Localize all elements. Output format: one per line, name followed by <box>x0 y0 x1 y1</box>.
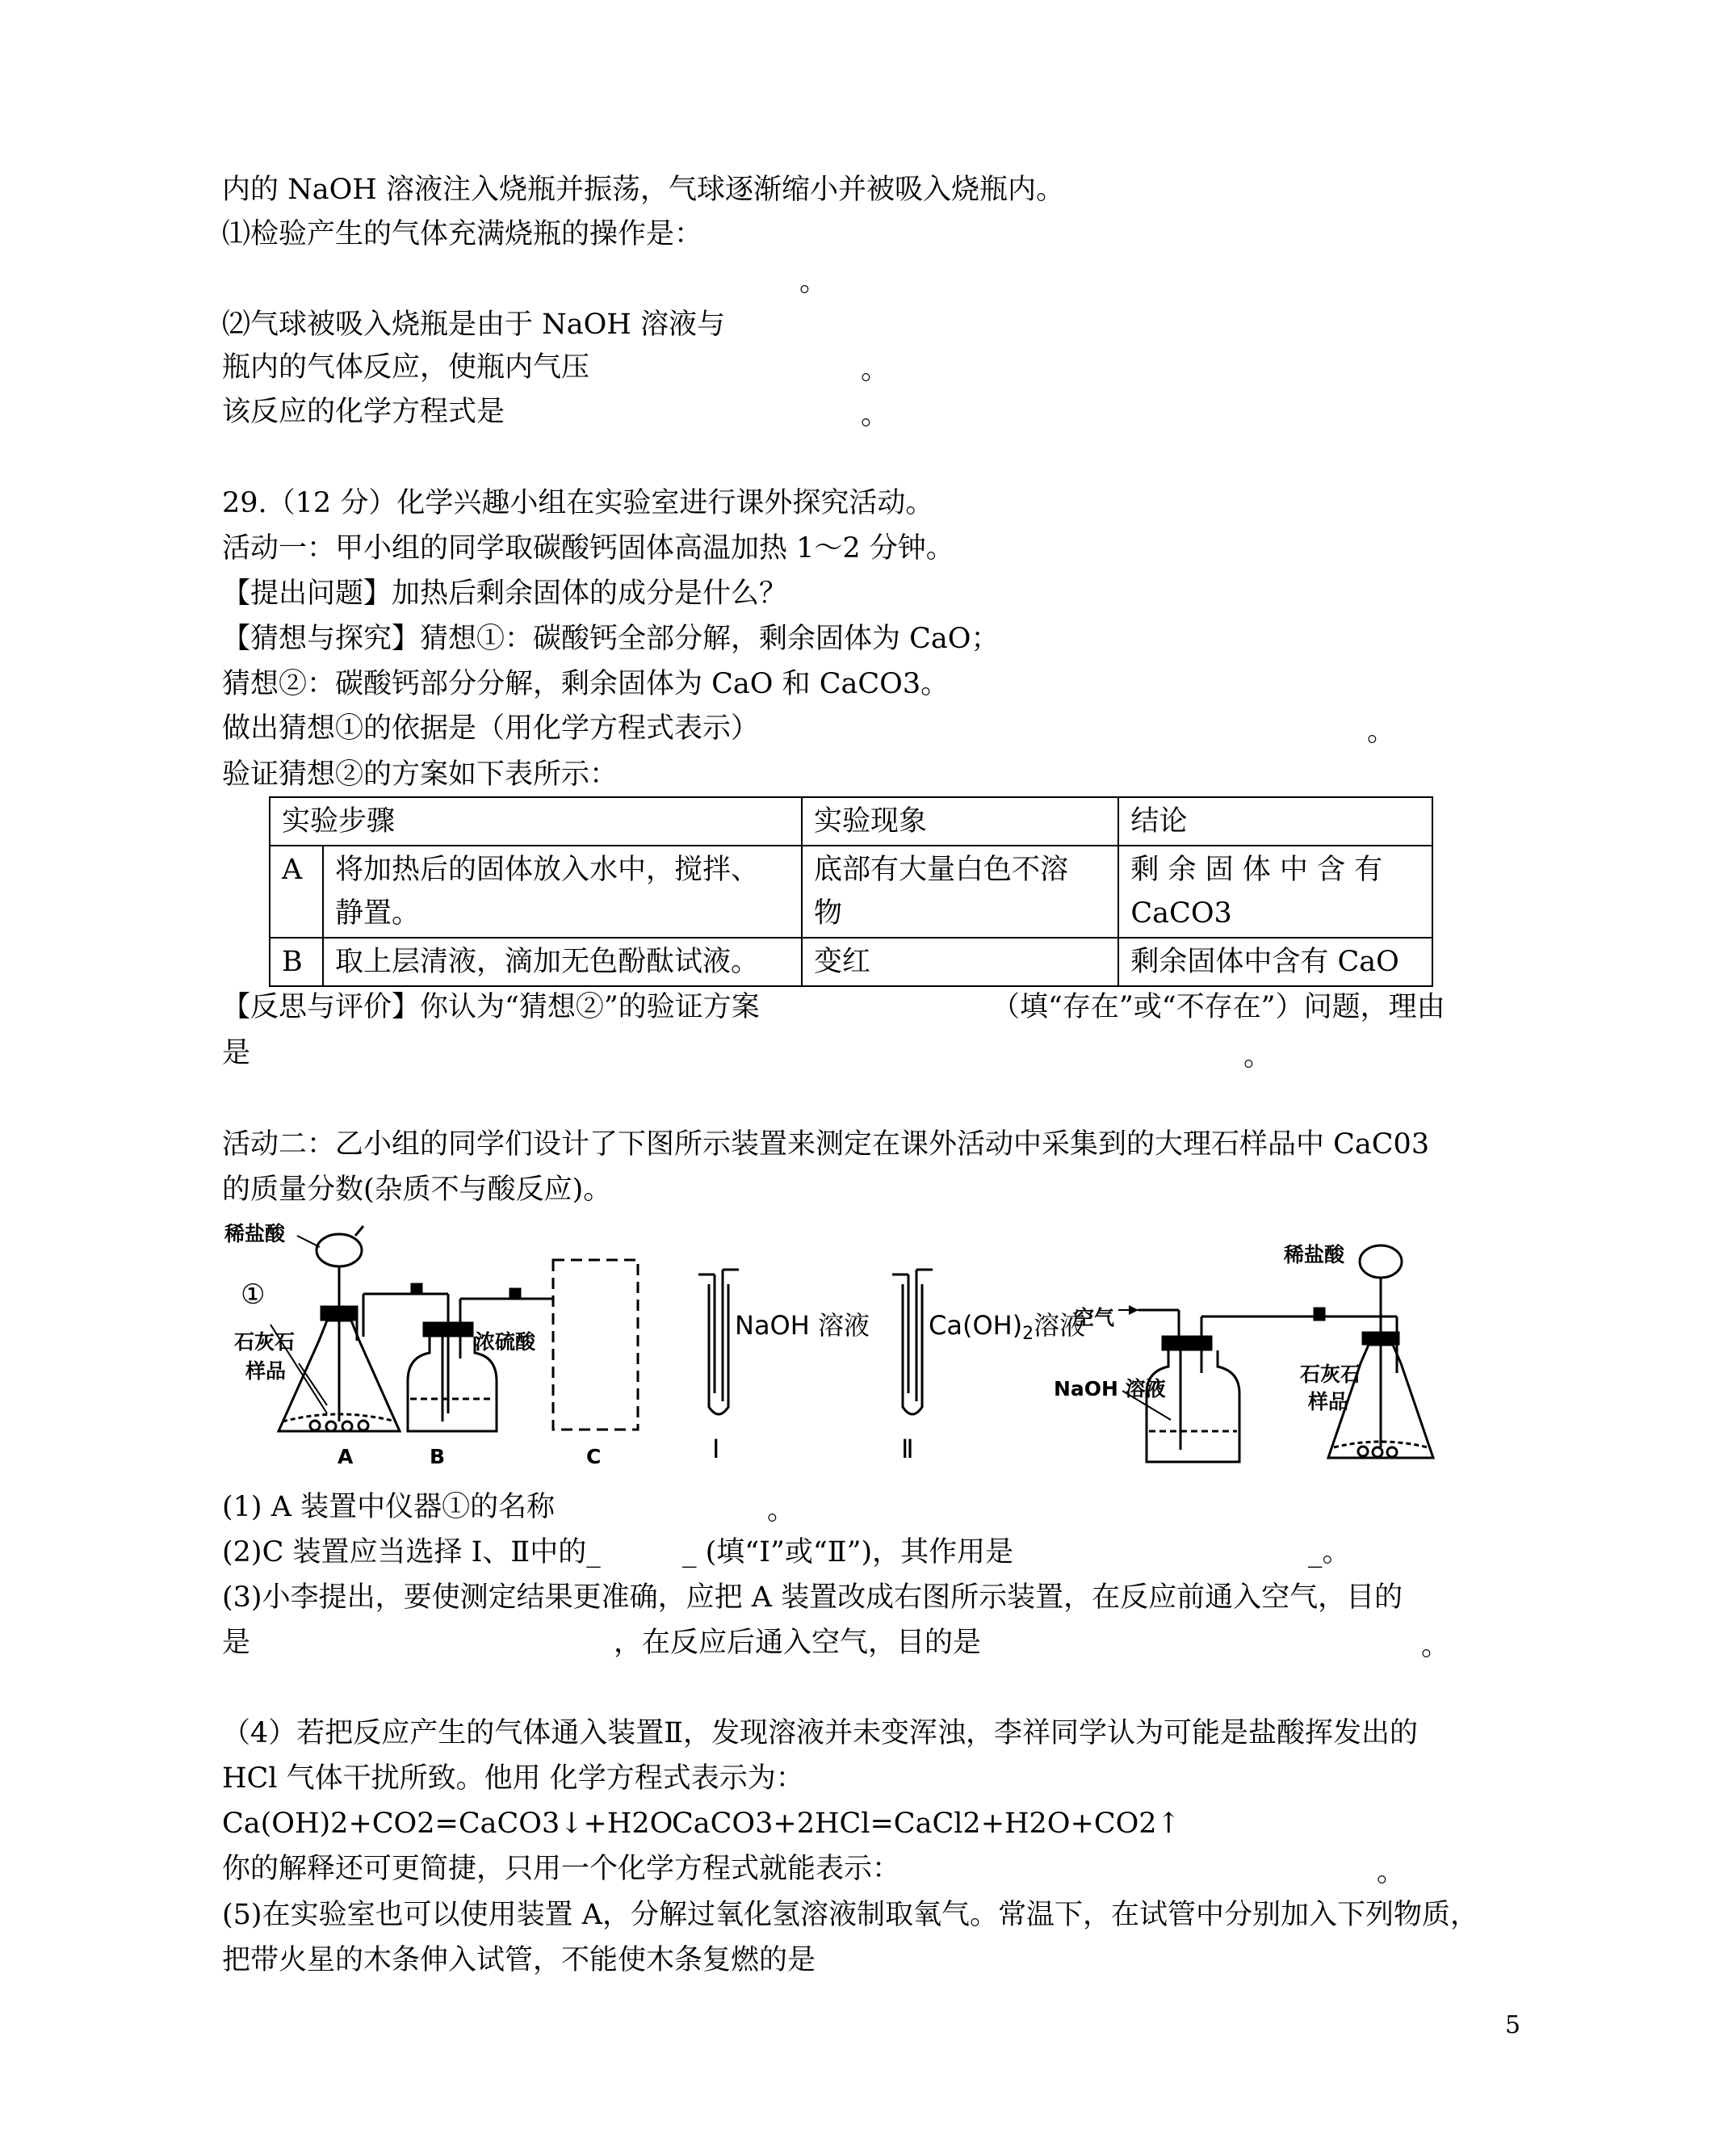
text-line: ⑵气球被吸入烧瓶是由于 NaOH 溶液与 <box>222 309 725 341</box>
label-naoh-2: NaOH 溶液 <box>1054 1377 1166 1400</box>
cell-observation: 变红 <box>802 938 1118 986</box>
period: 。 <box>861 399 890 431</box>
text-line: 活动一：甲小组的同学取碳酸钙固体高温加热 1～2 分钟。 <box>222 532 954 565</box>
equation: CaCO3+2HCl=CaCl2+H2O+CO2↑ <box>672 1808 1180 1840</box>
label-sample-2: 样品 <box>1308 1390 1349 1413</box>
row-id: B <box>270 938 323 986</box>
cell-text: CaCO3 <box>1130 897 1232 930</box>
text-line: 瓶内的气体反应，使瓶内气压 <box>222 351 590 384</box>
text-line: 做出猜想①的依据是（用化学方程式表示） <box>222 712 760 745</box>
text-line: 把带火星的木条伸入试管，不能使木条复燃的是 <box>222 1944 816 1976</box>
label-a: A <box>338 1445 354 1468</box>
text-line: 验证猜想②的方案如下表所示： <box>222 758 619 791</box>
cell-text: 物 <box>814 897 843 930</box>
text-line: 内的 NaOH 溶液注入烧瓶并振荡，气球逐渐缩小并被吸入烧瓶内。 <box>222 174 1064 206</box>
apparatus-a <box>270 1226 448 1431</box>
text-line: (3)小李提出，要使测定结果更准确，应把 A 装置改成右图所示装置，在反应前通入空气，目的 <box>222 1581 1403 1614</box>
cell-conclusion <box>1118 846 1432 938</box>
label-acid-2: 稀盐酸 <box>1284 1243 1345 1266</box>
period: 。 <box>1243 1040 1273 1073</box>
label-air: 空气 <box>1074 1306 1115 1329</box>
text-line: _ (填“I”或“Ⅱ”)，其作用是 <box>682 1536 1014 1568</box>
label-conc-acid: 浓硫酸 <box>475 1330 536 1354</box>
table-row <box>270 938 1432 986</box>
cell-conclusion: 剩余固体中含有 CaO <box>1118 938 1432 986</box>
equation: Ca(OH)2+CO2=CaCO3↓+H2O <box>222 1808 673 1840</box>
label-limestone-2: 石灰石 <box>1300 1363 1361 1386</box>
apparatus-b <box>408 1289 553 1431</box>
cell-text: 静置。 <box>334 897 420 930</box>
cell-observation <box>802 846 1118 938</box>
label-limestone: 石灰石 <box>234 1330 296 1354</box>
text-line: (5)在实验室也可以使用装置 A，分解过氧化氢溶液制取氧气。常温下，在试管中分别加入下列物质， <box>222 1899 1478 1931</box>
caoh-subscript: 2 <box>1022 1324 1034 1344</box>
page-number: 5 <box>1505 2011 1521 2039</box>
header-step: 实验步骤 <box>270 797 802 846</box>
cell-text: 底部有大量白色不溶 <box>814 854 1069 886</box>
experiment-table <box>269 796 1433 987</box>
test-tube-1 <box>698 1270 739 1414</box>
label-caoh <box>929 1310 1085 1344</box>
label-b: B <box>430 1445 446 1468</box>
period: 。 <box>1367 716 1396 748</box>
text-line: 是 <box>222 1037 251 1069</box>
test-tube-2 <box>892 1270 933 1414</box>
period: 。 <box>861 354 890 386</box>
text-line: （4）若把反应产生的气体通入装置Ⅱ，发现溶液并未变浑浊，李祥同学认为可能是盐酸挥发出的 <box>222 1717 1419 1749</box>
header-observation: 实验现象 <box>802 797 1118 846</box>
apparatus-c <box>553 1260 638 1430</box>
text-line: (2)C 装置应当选择 I、Ⅱ中的_ <box>222 1536 601 1568</box>
table-header-row <box>270 797 1432 846</box>
row-id: A <box>270 846 323 938</box>
text-line: 猜想②：碳酸钙部分分解，剩余固体为 CaO 和 CaCO3。 <box>222 668 950 700</box>
caoh-solution: 溶液 <box>1034 1310 1086 1341</box>
text-line: 该反应的化学方程式是 <box>222 396 505 428</box>
text-line: 【反思与评价】你认为“猜想②”的验证方案 <box>222 991 760 1023</box>
text-line: （填“存在”或“不存在”）问题，理由 <box>992 991 1445 1023</box>
modified-apparatus <box>1138 1245 1433 1462</box>
text-line: 活动二：乙小组的同学们设计了下图所示装置来测定在课外活动中采集到的大理石样品中 CaC03 <box>222 1128 1430 1161</box>
period: 。 <box>767 1494 796 1526</box>
text-line: 【猜想与探究】猜想①：碳酸钙全部分解，剩余固体为 CaO； <box>222 623 1000 655</box>
text-line: 【提出问题】加热后剩余固体的成分是什么？ <box>222 577 788 610</box>
label-sample: 样品 <box>245 1359 287 1383</box>
text-line: HCl 气体干扰所致。他用 化学方程式表示为： <box>222 1762 804 1795</box>
period: 。 <box>1421 1630 1450 1662</box>
header-conclusion: 结论 <box>1118 797 1432 846</box>
text-line: ，在反应后通入空气，目的是 <box>614 1627 982 1659</box>
label-tube-1: I <box>712 1434 720 1464</box>
text-line: _。 <box>1308 1536 1351 1568</box>
cell-text: 将加热后的固体放入水中，搅拌、 <box>334 854 759 886</box>
text-line: 的质量分数(杂质不与酸反应)。 <box>222 1174 612 1206</box>
question-heading: 29.（12 分）化学兴趣小组在实验室进行课外探究活动。 <box>222 487 934 519</box>
caoh-text: Ca(OH) <box>929 1310 1023 1341</box>
table-row <box>270 846 1432 938</box>
label-naoh: NaOH 溶液 <box>735 1310 870 1341</box>
label-acid: 稀盐酸 <box>224 1222 286 1245</box>
label-c: C <box>586 1445 602 1468</box>
period: 。 <box>799 266 828 298</box>
cell-text: 剩 余 固 体 中 含 有 <box>1130 854 1383 886</box>
text-line: 你的解释还可更简捷，只用一个化学方程式就能表示： <box>222 1853 901 1885</box>
apparatus-figure <box>218 1220 1526 1478</box>
text-line: (1) A 装置中仪器①的名称 <box>222 1491 556 1523</box>
cell-step: 取上层清液，滴加无色酚酞试液。 <box>323 938 802 986</box>
cell-step <box>323 846 802 938</box>
text-line: 是 <box>222 1627 251 1659</box>
label-tube-2: Ⅱ <box>901 1434 914 1464</box>
text-line: ⑴检验产生的气体充满烧瓶的操作是： <box>222 218 703 250</box>
label-instrument-1: ① <box>241 1279 266 1311</box>
period: 。 <box>1377 1856 1406 1888</box>
